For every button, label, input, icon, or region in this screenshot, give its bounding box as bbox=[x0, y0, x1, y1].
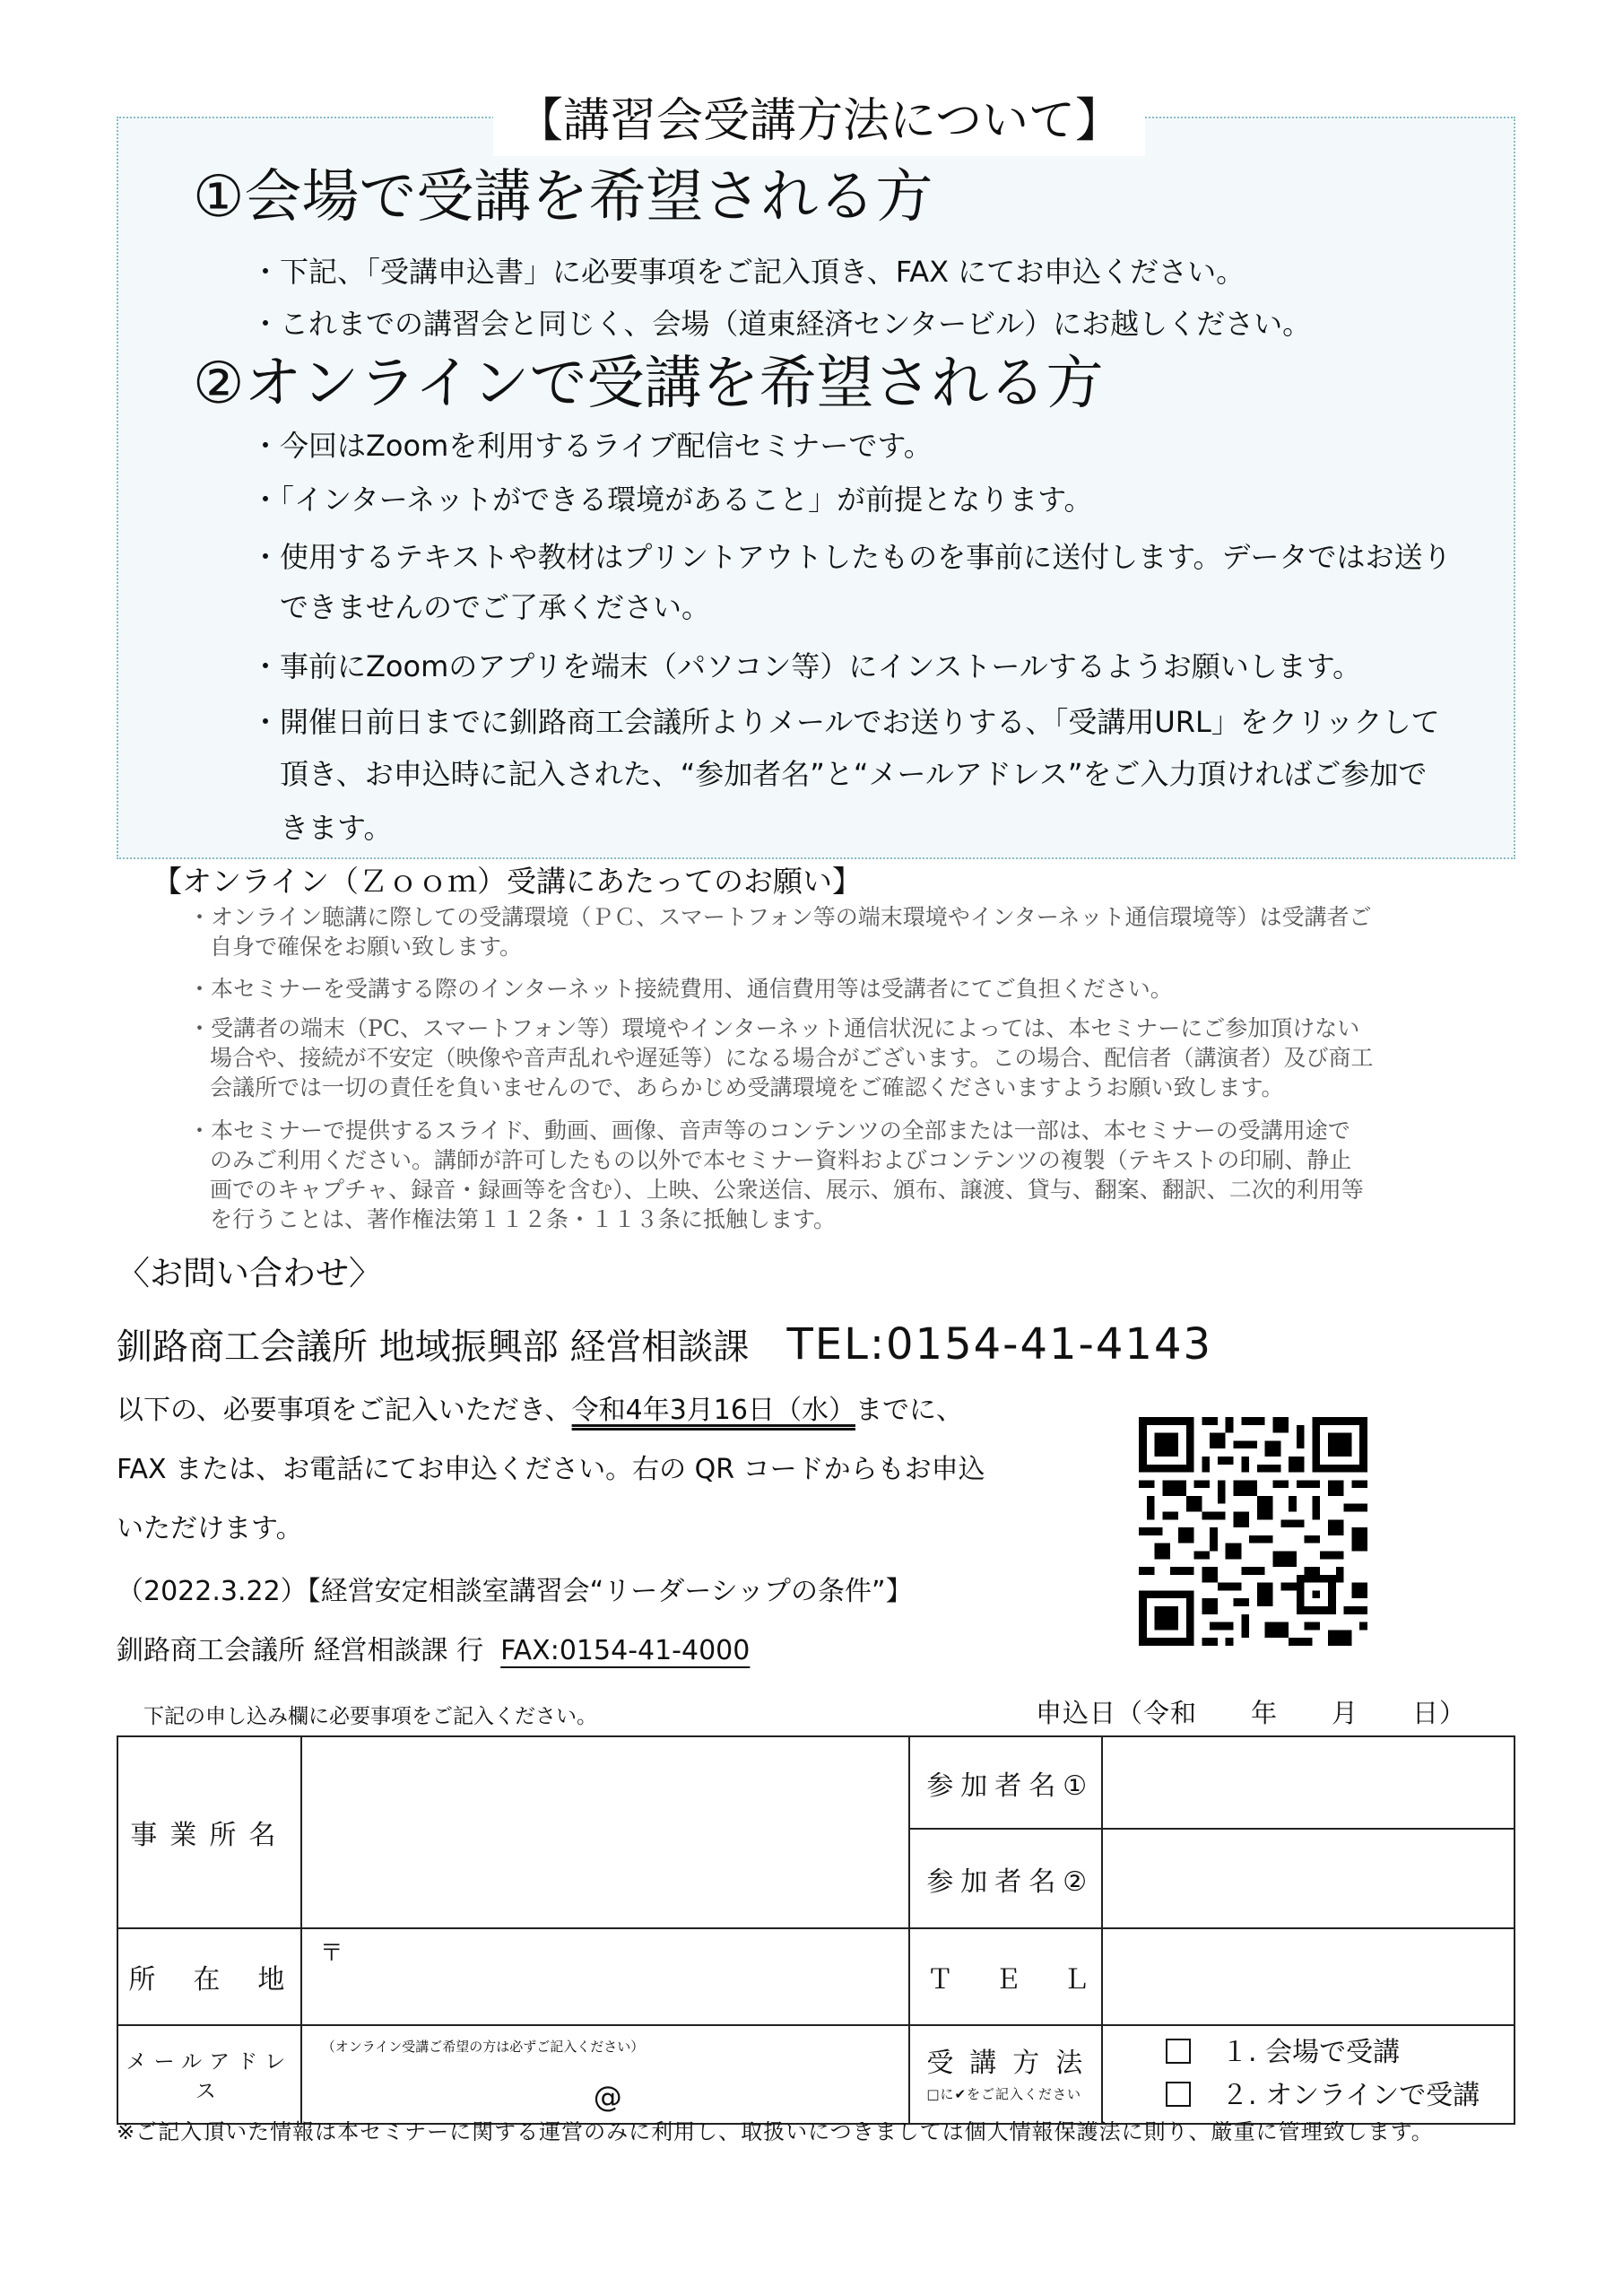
notice-text: ・本セミナーで提供するスライド、動画、画像、音声等のコンテンツの全部または一部は、本セミナーの受講用途で bbox=[188, 1118, 1350, 1144]
privacy-note: ※ご記入頂いた情報は本セミナーに関する運営のみに利用し、取扱いにつきましては個人情報保護法に則り、厳重に管理致します。 bbox=[117, 2119, 1434, 2144]
method-options bbox=[1102, 2025, 1515, 2124]
tel-field[interactable] bbox=[1102, 1928, 1515, 2025]
email-label: メールアドレス bbox=[117, 2025, 301, 2124]
notice-item bbox=[188, 902, 1480, 961]
section2-line: できませんのでご了承ください。 bbox=[251, 590, 711, 624]
notice-item bbox=[188, 974, 1480, 1004]
online-checkbox[interactable] bbox=[1166, 2082, 1191, 2107]
contact-tel[interactable]: TEL:0154-41-4143 bbox=[786, 1319, 1213, 1370]
notice-item bbox=[188, 1013, 1480, 1102]
section2-line: ・使用するテキストや教材はプリントアウトしたものを事前に送付します。データではお送り bbox=[251, 540, 1452, 574]
venue-checkbox[interactable] bbox=[1166, 2039, 1191, 2064]
fax-to: 釧路商工会議所 経営相談課 行 bbox=[117, 1635, 484, 1666]
apply-text: 以下の、必要事項をご記入いただき、 bbox=[117, 1395, 572, 1426]
section2-line: ・事前にZoomのアプリを端末（パソコン等）にインストールするようお願いします。 bbox=[251, 649, 1362, 683]
section1-heading: ①会場で受講を希望される方 bbox=[193, 164, 933, 230]
section2-line: ・「インターネットができる環境があること」が前提となります。 bbox=[251, 483, 1093, 517]
contact-org: 釧路商工会議所 地域振興部 経営相談課 bbox=[117, 1326, 750, 1368]
participant2-field[interactable] bbox=[1102, 1829, 1515, 1928]
section1-line: ・下記、「受講申込書」に必要事項をご記入頂き、FAX にてお申込ください。 bbox=[251, 255, 1245, 289]
method-note: □に✔をご記入ください bbox=[926, 2086, 1082, 2102]
contact-heading: 〈お問い合わせ〉 bbox=[117, 1254, 382, 1292]
contact-line bbox=[117, 1317, 1212, 1375]
application-date: 申込日（令和 年 月 日） bbox=[1036, 1698, 1467, 1728]
notice-text: ・本セミナーを受講する際のインターネット接続費用、通信費用等は受講者にてご負担ください。 bbox=[188, 976, 1173, 1002]
apply-line bbox=[117, 1390, 963, 1431]
participant1-label: 参加者名① bbox=[909, 1736, 1102, 1829]
method-option-venue[interactable] bbox=[1103, 2031, 1514, 2074]
zip-mark: 〒 bbox=[319, 1940, 343, 1967]
participant2-label: 参加者名② bbox=[909, 1829, 1102, 1928]
notice-text: ・受講者の端末（PC、スマートフォン等）環境やインターネット通信状況によっては、本セミナーにご参加頂けない bbox=[188, 1015, 1360, 1041]
notice-text: のみご利用ください。講師が許可したもの以外で本セミナー資料およびコンテンツの複製（テキストの印刷、静止 bbox=[210, 1147, 1352, 1173]
notice-item bbox=[188, 1116, 1480, 1234]
email-at: @ bbox=[593, 2080, 622, 2114]
section2-line: きます。 bbox=[251, 811, 393, 845]
notice-text: 画でのキャプチャ、録音・録画等を含む）、上映、公衆送信、展示、頒布、譲渡、貸与、翻案、翻訳、二次的利用等 bbox=[210, 1177, 1364, 1203]
email-note: （オンライン受講ご希望の方は必ずご記入ください） bbox=[321, 2039, 645, 2055]
notice-text: を行うことは、著作権法第１１２条・１１３条に抵触します。 bbox=[210, 1206, 837, 1232]
tel-label: Ｔ Ｅ Ｌ bbox=[909, 1928, 1102, 2025]
notice-text: 会議所では一切の責任を負いませんので、あらかじめ受講環境をご確認くださいますようお願い致します。 bbox=[210, 1074, 1284, 1100]
apply-line: FAX または、お電話にてお申込ください。右の QR コードからもお申込 bbox=[117, 1454, 985, 1485]
method-box-title: 【講習会受講方法について】 bbox=[493, 86, 1145, 156]
event-title: （2022.3.22）【経営安定相談室講習会“リーダーシップの条件”】 bbox=[117, 1576, 913, 1607]
section1-line: ・これまでの講習会と同じく、会場（道東経済センタービル）にお越しください。 bbox=[251, 307, 1312, 341]
notice-title: 【オンライン（Ｚｏｏｍ）受講にあたってのお願い】 bbox=[152, 864, 863, 899]
fax-number: FAX:0154-41-4000 bbox=[500, 1635, 751, 1666]
apply-line: いただけます。 bbox=[117, 1513, 303, 1544]
deadline: 令和4年3月16日（水） bbox=[571, 1395, 855, 1426]
address-field[interactable] bbox=[301, 1928, 910, 2025]
company-field[interactable] bbox=[301, 1736, 910, 1928]
qr-code-icon[interactable] bbox=[1139, 1417, 1367, 1646]
section2-heading: ②オンラインで受講を希望される方 bbox=[193, 351, 1104, 417]
apply-text: までに、 bbox=[855, 1395, 963, 1426]
email-field[interactable] bbox=[301, 2025, 910, 2124]
method-option-online[interactable] bbox=[1103, 2074, 1514, 2118]
fax-line bbox=[117, 1631, 750, 1672]
notice-text: 自身で確保をお願い致します。 bbox=[210, 934, 523, 960]
application-form bbox=[117, 1735, 1515, 2125]
venue-option-label: １. 会場で受講 bbox=[1221, 2037, 1401, 2068]
section2-line: ・開催日前日までに釧路商工会議所よりメールでお送りする、「受講用URL」をクリックして bbox=[251, 705, 1440, 739]
online-option-label: ２. オンラインで受講 bbox=[1221, 2080, 1480, 2111]
participant1-field[interactable] bbox=[1102, 1736, 1515, 1829]
company-label: 事業所名 bbox=[117, 1736, 301, 1928]
section2-line: 頂き、お申込時に記入された、“参加者名”と“メールアドレス”をご入力頂ければご参加で bbox=[251, 757, 1428, 791]
form-caption: 下記の申し込み欄に必要事項をご記入ください。 bbox=[143, 1705, 597, 1728]
address-label: 所 在 地 bbox=[117, 1928, 301, 2025]
section2-line: ・今回はZoomを利用するライブ配信セミナーです。 bbox=[251, 429, 933, 463]
method-label: 受講方法 bbox=[926, 2048, 1099, 2079]
notice-text: ・オンライン聴講に際しての受講環境（ＰＣ、スマートフォン等の端末環境やインターネット通信環境等）は受講者ご bbox=[188, 904, 1372, 930]
notice-text: 場合や、接続が不安定（映像や音声乱れや遅延等）になる場合がございます。この場合、配信者（講演者）及び商工 bbox=[210, 1045, 1374, 1071]
method-label-cell bbox=[909, 2025, 1102, 2124]
